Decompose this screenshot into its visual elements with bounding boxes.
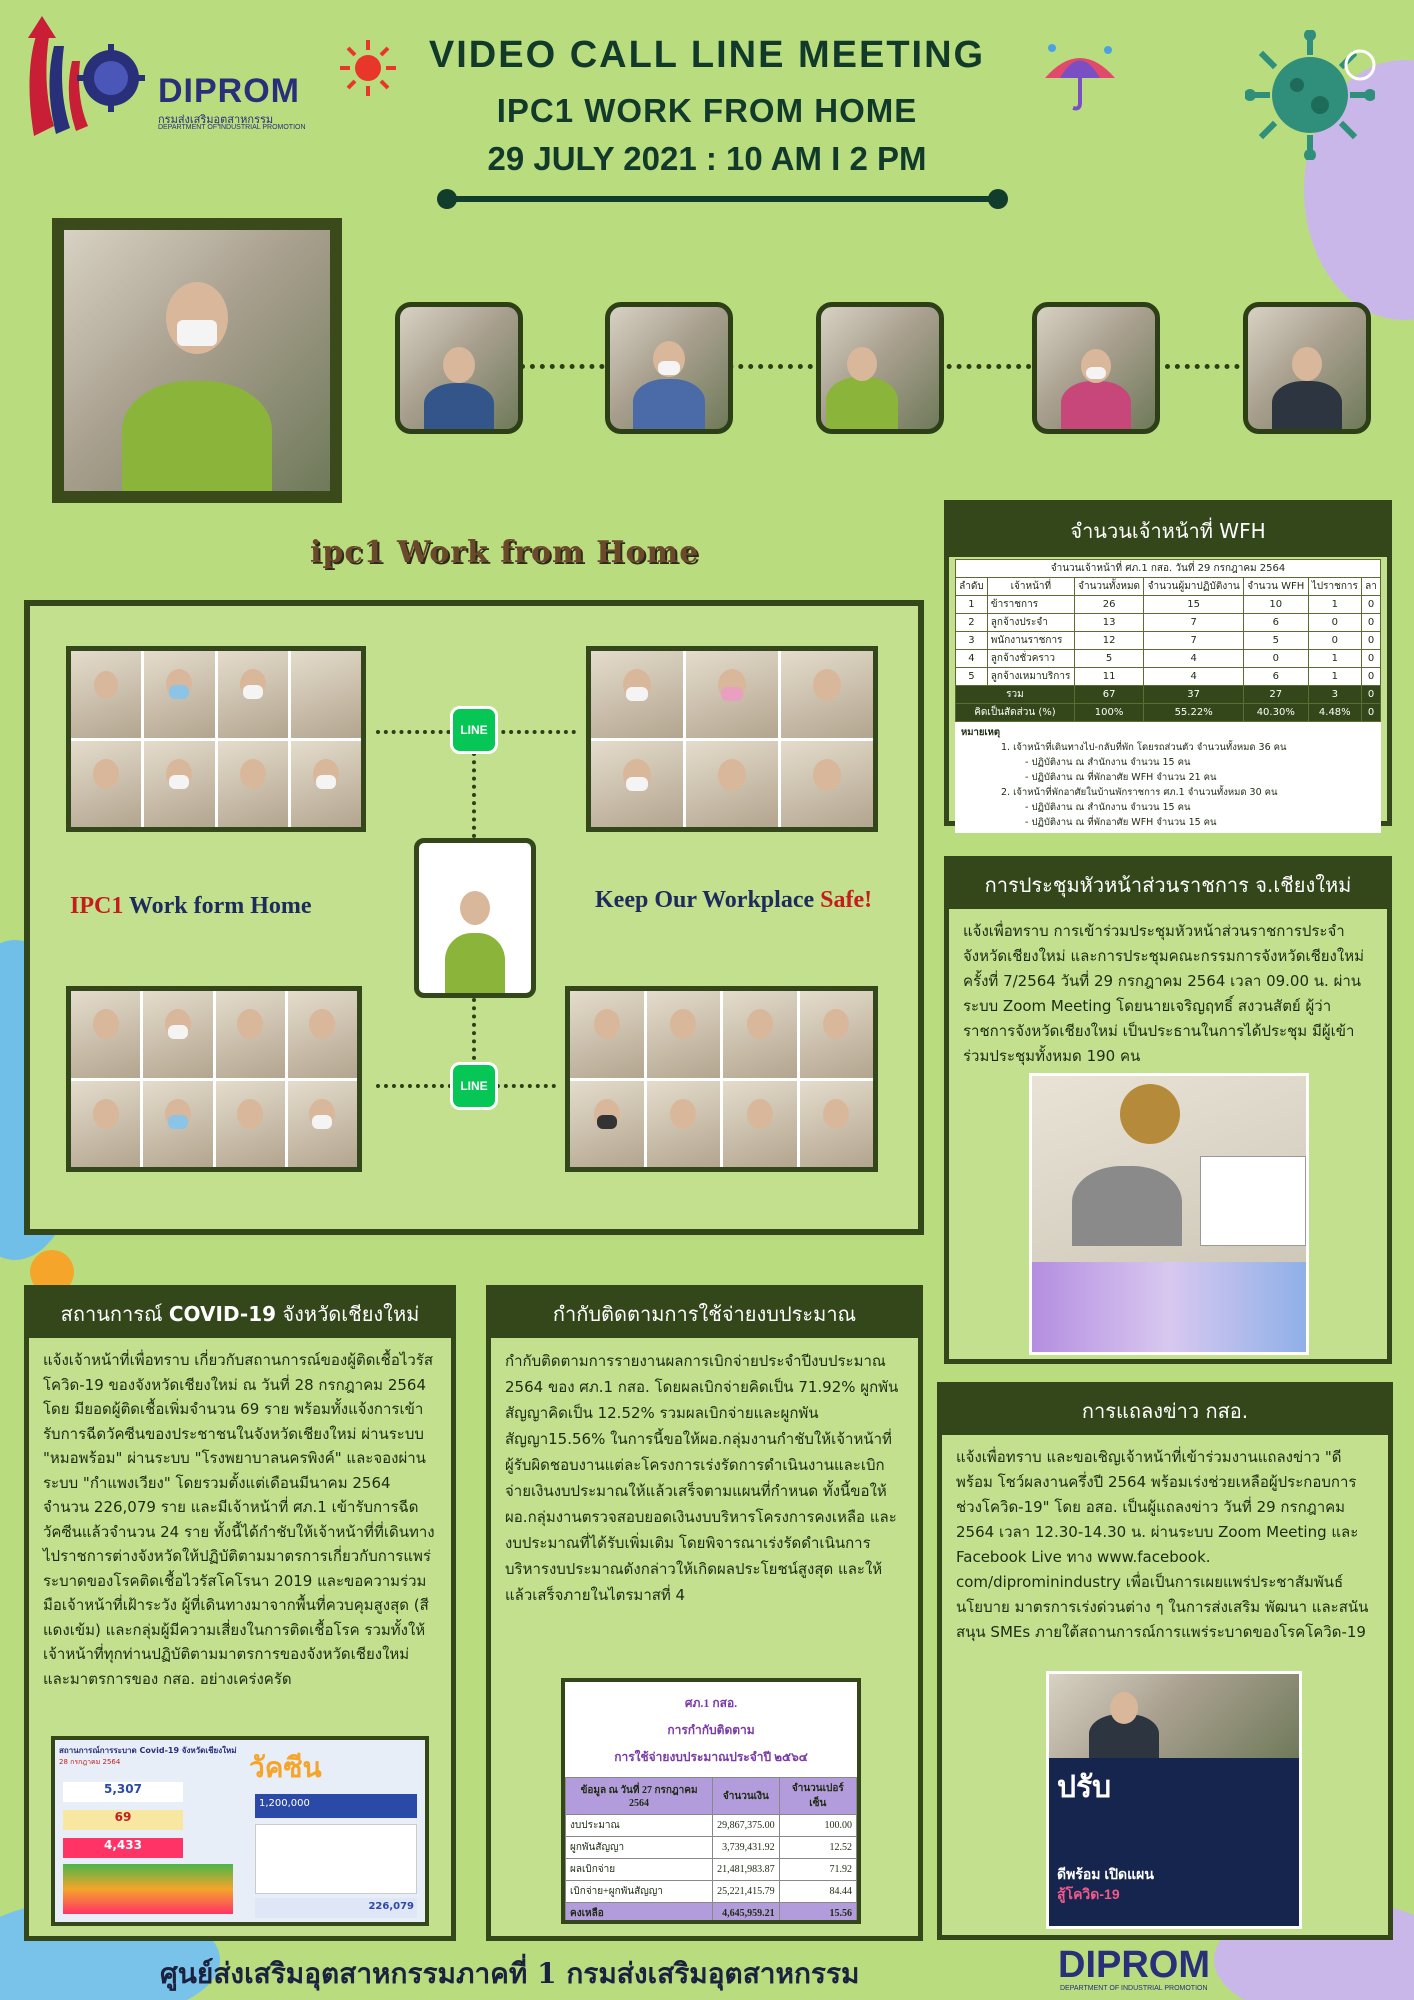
- section-title: ipc1 Work from Home: [310, 535, 700, 570]
- budget-card: [486, 1285, 923, 1941]
- table-cell: ผูกพันสัญญา: [566, 1837, 713, 1859]
- table-cell: 21,481,983.87: [713, 1859, 780, 1881]
- date-time-title: 29 JULY 2021 : 10 AM I 2 PM: [487, 140, 927, 177]
- table-cell: 0: [1362, 686, 1381, 704]
- director-photo: [52, 218, 342, 503]
- infographic-number: 1,200,000: [255, 1794, 417, 1818]
- note-line: - ปฏิบัติงาน ณ ที่พักอาศัย WFH จำนวน 21 คน: [1025, 772, 1217, 783]
- infographic-number: 226,079: [255, 1898, 417, 1918]
- logo-text: DIPROM: [158, 72, 300, 110]
- video-call-screenshot-4: [565, 986, 878, 1172]
- table-row: [566, 1815, 857, 1837]
- line-app-icon-top: LINE: [450, 706, 498, 754]
- staff-photo-4: [1032, 302, 1160, 434]
- budget-table-title-3: การใช้จ่ายงบประมาณประจำปี ๒๕๖๔: [614, 1750, 808, 1764]
- slogan-right-text: Keep Our Workplace: [595, 887, 815, 913]
- news-body: แจ้งเพื่อทราบ และขอเชิญเจ้าหน้าที่เข้าร่วมงานแถลงข่าว "ดีพร้อม โชว์ผลงานครึ่งปี 2564 พร้อมเร่งช่วยเหลือผู้ประกอบการช่วงโควิด-19" โดย อสอ. เป็นผู้แถลงข่าว วันที่ 29 กรกฎาคม 2564 เวลา 12.30-14.30 น. ผ่านระบบ Zoom Meeting และ Facebook Live ทาง www.facebook. com/diprominindustry เพื่อเป็นการเผยแพร่ประชาสัมพันธ์นโยบาย มาตรการเร่งด่วนต่าง ๆ ในการส่งเสริม พัฒนา และสนันสนุน SMEs ภายใต้สถานการณ์การแพร่ระบาดของโรคโควิด-19: [956, 1448, 1369, 1641]
- table-cell: 84.44: [779, 1881, 856, 1903]
- table-row: [566, 1903, 857, 1925]
- table-cell: 0: [1362, 650, 1381, 668]
- table-cell: 5: [956, 668, 988, 686]
- table-cell: 15.56: [779, 1903, 856, 1925]
- table-cell: คิดเป็นสัดส่วน (%): [956, 704, 1075, 722]
- footer-text: ศูนย์ส่งเสริมอุตสาหกรรมภาคที่ 1 กรมส่งเสริมอุตสาหกรรม: [160, 1957, 860, 1990]
- table-cell: 1: [956, 596, 988, 614]
- covid-infographic: [51, 1736, 429, 1926]
- table-cell: ข้าราชการ: [987, 596, 1074, 614]
- table-cell: 0: [1362, 704, 1381, 722]
- table-cell: 11: [1074, 668, 1143, 686]
- table-cell: 1: [1308, 668, 1362, 686]
- table-cell: 3: [956, 632, 988, 650]
- table-cell: พนักงานราชการ: [987, 632, 1074, 650]
- table-cell: 27: [1244, 686, 1309, 704]
- table-cell: ลูกจ้างชั่วคราว: [987, 650, 1074, 668]
- table-cell: 2: [956, 614, 988, 632]
- footer-logo: DIPROM: [1058, 1944, 1210, 1986]
- chair-person: [1072, 1166, 1182, 1246]
- table-cell: งบประมาณ: [566, 1815, 713, 1837]
- table-cell: 12.52: [779, 1837, 856, 1859]
- table-cell: 1: [1308, 650, 1362, 668]
- logo-subtitle-thai: กรมส่งเสริมอุตสาหกรรม: [158, 114, 274, 126]
- column-header: จำนวน WFH: [1244, 578, 1309, 596]
- table-row: [956, 632, 1381, 650]
- slogan-right: [595, 887, 872, 914]
- slogan-left-highlight: IPC1: [70, 893, 124, 919]
- table-cell: 0: [1244, 650, 1309, 668]
- table-cell: 3: [1308, 686, 1362, 704]
- vaccine-word: วัคซีน: [249, 1752, 322, 1783]
- government-seal-icon: [1120, 1084, 1180, 1144]
- footer-logo-subtitle: DEPARTMENT OF INDUSTRIAL PROMOTION: [1060, 1985, 1208, 1992]
- agenda-slide: [1200, 1156, 1306, 1246]
- table-cell: 71.92: [779, 1859, 856, 1881]
- main-title: VIDEO CALL LINE MEETING: [428, 34, 986, 76]
- video-call-screenshot-1: [66, 646, 366, 832]
- table-cell: 10: [1244, 596, 1309, 614]
- infographic-vaccine-stats: [255, 1824, 417, 1894]
- meeting-photo: [1029, 1073, 1309, 1355]
- wfh-table-title: จำนวนเจ้าหน้าที่ ศภ.1 กสอ. วันที่ 29 กรกฎาคม 2564: [956, 560, 1381, 578]
- wfh-percent-row: [956, 704, 1381, 722]
- table-cell: 0: [1362, 632, 1381, 650]
- infographic-number: 5,307: [63, 1782, 183, 1802]
- column-header: จำนวนผู้มาปฏิบัติงาน: [1144, 578, 1244, 596]
- table-cell: 4,645,959.21: [713, 1903, 780, 1925]
- wfh-table-header: [956, 578, 1381, 596]
- column-header: ข้อมูล ณ วันที่ 27 กรกฎาคม 2564: [566, 1778, 713, 1815]
- infographic-number: 4,433: [63, 1838, 183, 1858]
- table-cell: 6: [1244, 668, 1309, 686]
- table-row: [956, 614, 1381, 632]
- table-cell: 1: [1308, 596, 1362, 614]
- budget-table-image: [561, 1678, 861, 1924]
- banner-text-3: สู้โควิด-19: [1057, 1886, 1120, 1902]
- table-cell: 55.22%: [1144, 704, 1244, 722]
- video-call-screenshot-3: [66, 986, 362, 1172]
- column-header: ไปราชการ: [1308, 578, 1362, 596]
- staff-photo-5: [1243, 302, 1371, 434]
- wfh-table: [955, 559, 1381, 722]
- table-cell: 0: [1362, 596, 1381, 614]
- table-cell: 0: [1362, 614, 1381, 632]
- table-row: [956, 650, 1381, 668]
- slogan-right-highlight: Safe!: [820, 887, 873, 913]
- note-line: - ปฏิบัติงาน ณ สำนักงาน จำนวน 15 คน: [1025, 802, 1191, 813]
- column-header: จำนวนเปอร์เซ็น: [779, 1778, 856, 1815]
- table-cell: 100.00: [779, 1815, 856, 1837]
- banner-text-2: ดีพร้อม เปิดแผน: [1057, 1866, 1154, 1882]
- staff-photo-1: [395, 302, 523, 434]
- table-cell: 26: [1074, 596, 1143, 614]
- covid-heading-text: สถานการณ์: [60, 1302, 169, 1326]
- video-call-screenshot-2: [586, 646, 878, 832]
- covid-heading-text-2: จังหวัดเชียงใหม่: [276, 1302, 420, 1326]
- notes-label: หมายเหตุ: [961, 727, 1001, 738]
- column-header: จำนวนเงิน: [713, 1778, 780, 1815]
- table-cell: 4.48%: [1308, 704, 1362, 722]
- press-conference-photo: [1046, 1671, 1302, 1929]
- table-cell: 67: [1074, 686, 1143, 704]
- logo-subtitle-english: DEPARTMENT OF INDUSTRIAL PROMOTION: [158, 124, 306, 131]
- wfh-total-row: [956, 686, 1381, 704]
- table-cell: 3,739,431.92: [713, 1837, 780, 1859]
- staff-photo-3: [816, 302, 944, 434]
- column-header: ลำดับ: [956, 578, 988, 596]
- note-line: 2. เจ้าหน้าที่พักอาศัยในบ้านพักราชการ ศภ.1 จำนวนทั้งหมด 30 คน: [1001, 787, 1278, 798]
- table-cell: 4: [1144, 668, 1244, 686]
- table-row: [566, 1837, 857, 1859]
- table-cell: 40.30%: [1244, 704, 1309, 722]
- table-row: [566, 1859, 857, 1881]
- infographic-bars: [63, 1864, 233, 1914]
- table-row: [956, 596, 1381, 614]
- wfh-heading: จำนวนเจ้าหน้าที่ WFH: [949, 505, 1387, 557]
- banner-text-1: ปรับ: [1057, 1771, 1112, 1804]
- note-line: - ปฏิบัติงาน ณ สำนักงาน จำนวน 15 คน: [1025, 757, 1191, 768]
- table-row: [566, 1881, 857, 1903]
- table-cell: 100%: [1074, 704, 1143, 722]
- news-heading: การแถลงข่าว กสอ.: [942, 1387, 1388, 1435]
- table-cell: ผลเบิกจ่าย: [566, 1859, 713, 1881]
- table-cell: 7: [1144, 614, 1244, 632]
- budget-heading: กำกับติดตามการใช้จ่ายงบประมาณ: [491, 1290, 918, 1338]
- infographic-number: 69: [63, 1810, 183, 1830]
- budget-body: กำกับติดตามการรายงานผลการเบิกจ่ายประจำปีงบประมาณ 2564 ของ ศภ.1 กสอ. โดยผลเบิกจ่ายคิดเป็น 71.92% ผูกพันสัญญาคิดเป็น 12.52% รวมผลเบิกจ่ายและผูกพันสัญญา15.56% ในการนี้ขอให้ผอ.กลุ่มงานกำชับให้เจ้าหน้าที่ผู้รับผิดชอบงานแต่ละโครงการเร่งรัดการดำเนินงานและเบิกจ่ายเงินงบประมาณให้แล้วเสร็จตามแผนที่กำหนด ทั้งนี้ขอให้ผอ.กลุ่มงานตรวจสอบยอดเงินงบบริหารโครงการคงเหลือ และงบประมาณที่ได้รับเพิ่มเติม โดยพิจารณาเร่งรัดดำเนินการบริหารงบประมาณดังกล่าวให้เกิดผลประโยชน์สูงสุด และให้แล้วเสร็จภายในไตรมาสที่ 4: [505, 1352, 899, 1604]
- table-cell: 0: [1362, 668, 1381, 686]
- table-cell: 0: [1308, 632, 1362, 650]
- table-cell: รวม: [956, 686, 1075, 704]
- table-cell: 5: [1244, 632, 1309, 650]
- table-cell: 6: [1244, 614, 1309, 632]
- column-header: เจ้าหน้าที่: [987, 578, 1074, 596]
- budget-table-title-2: การกำกับติดตาม: [667, 1723, 755, 1737]
- note-line: 1. เจ้าหน้าที่เดินทางไป-กลับที่พัก โดยรถส่วนตัว จำนวนทั้งหมด 36 คน: [1001, 742, 1287, 753]
- table-cell: 4: [956, 650, 988, 668]
- line-app-icon-bottom: LINE: [450, 1062, 498, 1110]
- column-header: จำนวนทั้งหมด: [1074, 578, 1143, 596]
- covid-heading: [29, 1290, 451, 1338]
- table-row: [956, 668, 1381, 686]
- note-line: - ปฏิบัติงาน ณ ที่พักอาศัย WFH จำนวน 15 คน: [1025, 817, 1217, 828]
- slogan-left-text: Work form Home: [128, 893, 312, 919]
- table-cell: ลูกจ้างเหมาบริการ: [987, 668, 1074, 686]
- staff-photo-2: [605, 302, 733, 434]
- table-cell: 12: [1074, 632, 1143, 650]
- wfh-card: [944, 500, 1392, 826]
- column-header: ลา: [1362, 578, 1381, 596]
- table-cell: 13: [1074, 614, 1143, 632]
- budget-table-title-1: ศภ.1 กสอ.: [684, 1696, 738, 1710]
- table-cell: 5: [1074, 650, 1143, 668]
- covid-card: [24, 1285, 456, 1941]
- table-cell: 25,221,415.79: [713, 1881, 780, 1903]
- infographic-title: สถานการณ์การระบาด Covid-19 จังหวัดเชียงใหม่: [59, 1746, 237, 1755]
- provincial-meeting-card: [944, 856, 1392, 1364]
- table-cell: 15: [1144, 596, 1244, 614]
- press-speakers-photo: [1049, 1674, 1299, 1758]
- title-divider: [445, 196, 1000, 202]
- subtitle: IPC1 WORK FROM HOME: [496, 92, 918, 129]
- infographic-date: 28 กรกฎาคม 2564: [59, 1758, 121, 1766]
- covid-body: แจ้งเจ้าหน้าที่เพื่อทราบ เกี่ยวกับสถานการณ์ของผู้ติดเชื้อไวรัสโควิด-19 ของจังหวัดเชียงใหม่ ณ วันที่ 28 กรกฎาคม 2564 โดย มียอดผู้ติดเชื้อเพิ่มจำนวน 69 ราย พร้อมทั้งแจ้งการเข้ารับการฉีดวัคซีนของประชาชนในจังหวัดเชียงใหม่ ผ่านระบบ "หมอพร้อม" ผ่านระบบ "โรงพยาบาลนครพิงค์" และจองผ่านระบบ "กำแพงเวียง" โดยรวมตั้งแต่เดือนมีนาคม 2564 จำนวน 226,079 ราย และมีเจ้าหน้าที่ ศภ.1 เข้ารับการฉีดวัคซีนแล้วจำนวน 24 ราย ทั้งนี้ได้กำชับให้เจ้าหน้าที่ที่เดินทางไปราชการต่างจังหวัดให้ปฏิบัติตามมาตรการเกี่ยวกับการแพร่ระบาดของโรคติดเชื้อไวรัสโคโรนา 2019 และขอความร่วมมือเจ้าหน้าที่เฝ้าระวัง ผู้ที่เดินทางมาจากพื้นที่ควบคุมสูงสุด (สีแดงเข้ม) และกลุ่มผู้มีความเสี่ยงในการติดเชื้อโรค รวมทั้งให้เจ้าหน้าที่ทุกท่านปฏิบัติตามมาตรการของจังหวัดเชียงใหม่ และมาตรการของ กสอ. อย่างเคร่งครัด: [43, 1351, 435, 1688]
- budget-table: [565, 1777, 857, 1924]
- meeting-slides: [1032, 1262, 1306, 1352]
- press-conference-card: [937, 1382, 1393, 1940]
- covid-heading-bold: COVID-19: [168, 1302, 277, 1326]
- table-cell: 4: [1144, 650, 1244, 668]
- meeting-body: แจ้งเพื่อทราบ การเข้าร่วมประชุมหัวหน้าส่วนราชการประจำจังหวัดเชียงใหม่ และการประชุมคณะกรรมการจังหวัดเชียงใหม่ ครั้งที่ 7/2564 วันที่ 29 กรกฎาคม 2564 เวลา 09.00 น. ผ่านระบบ Zoom Meeting โดยนายเจริญฤทธิ์ สงวนสัตย์ ผู้ว่าราชการจังหวัดเชียงใหม่ เป็นประธานในการได้ประชุม มีผู้เข้าร่วมประชุมทั้งหมด 190 คน: [963, 922, 1364, 1065]
- table-cell: ลูกจ้างประจำ: [987, 614, 1074, 632]
- table-cell: เบิกจ่าย+ผูกพันสัญญา: [566, 1881, 713, 1903]
- table-cell: 0: [1308, 614, 1362, 632]
- center-staff-photo: [414, 838, 536, 998]
- table-cell: 7: [1144, 632, 1244, 650]
- wfh-notes: [955, 722, 1381, 833]
- connector-vertical-bottom: [472, 998, 476, 1060]
- slogan-left: [70, 893, 312, 920]
- connector-vertical-top: [472, 752, 476, 838]
- table-cell: คงเหลือ: [566, 1903, 713, 1925]
- table-cell: 37: [1144, 686, 1244, 704]
- meeting-heading: การประชุมหัวหน้าส่วนราชการ จ.เชียงใหม่: [949, 861, 1387, 909]
- table-cell: 29,867,375.00: [713, 1815, 780, 1837]
